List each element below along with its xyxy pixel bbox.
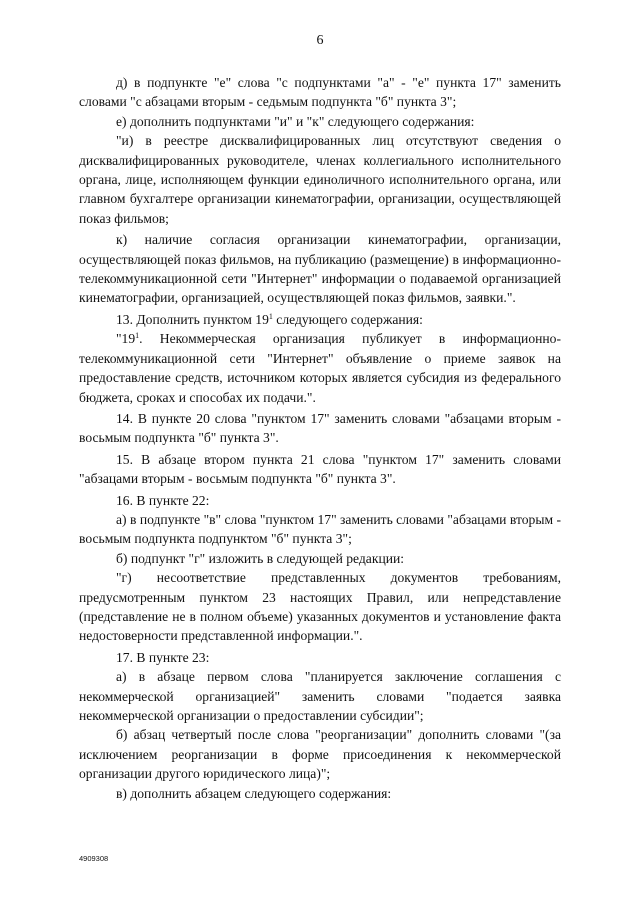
paragraph-17-b: б) абзац четвертый после слова "реорганизации" дополнить словами "(за исключением реорганизации в форме присоединения к некоммерческой организации другого юридического лица)";: [79, 727, 561, 782]
superscript-one: 1: [268, 311, 273, 321]
paragraph-13: [79, 310, 561, 329]
paragraph-i: "и) в реестре дисквалифицированных лиц отсутствуют сведения о дисквалифицированных руководителе, членах коллегиального исполнительного органа, лице, исполняющем функции единоличного исполнительного органа, или главном бухгалтере организации кинематографии, организации, осуществляющей показ фильмов;: [79, 133, 561, 226]
paragraph-16-a: а) в подпункте "в" слова "пунктом 17" заменить словами "абзацами вторым - восьмым подпункта подпунктом "б" пункта 3";: [79, 511, 561, 547]
paragraph-17-v: в) дополнить абзацем следующего содержания:: [116, 785, 392, 801]
paragraph-19-1: [79, 329, 561, 407]
paragraph-e: е) дополнить подпунктами "и" и "к" следующего содержания:: [116, 113, 475, 129]
document-body: [79, 73, 561, 803]
paragraph-13-text-a: 13. Дополнить пунктом 19: [116, 311, 269, 327]
paragraph-16-b: б) подпункт "г" изложить в следующей редакции:: [116, 550, 405, 566]
paragraph-16: 16. В пункте 22:: [116, 492, 210, 508]
paragraph-19-1-number: "19: [116, 331, 136, 347]
paragraph-19-1-text: . Некоммерческая организация публикует в информационно-телекоммуникационной сети "Интернет" объявление о приеме заявок на предоставление средств, источником которых является субсидия из федерального бюджета, сроках и способах их подачи.".: [79, 331, 561, 405]
paragraph-k: к) наличие согласия организации кинематографии, организации, осуществляющей показ фильмов, на публикацию (размещение) в информационно-телекоммуникационной сети "Интернет" информации о подаваемой организацией кинематографии, организацией, осуществляющей показ фильмов, заявки.".: [79, 232, 561, 306]
page-number: 6: [316, 33, 324, 48]
superscript-one: 1: [135, 331, 140, 341]
paragraph-16-g: "г) несоответствие представленных документов требованиям, предусмотренным пунктом 23 настоящих Правил, или непредставление (представление не в полном объеме) указанных документов и установление факта недостоверности представленной информации.".: [79, 570, 561, 644]
paragraph-14: 14. В пункте 20 слова "пунктом 17" заменить словами "абзацами вторым - восьмым подпункта "б" пункта 3".: [79, 410, 561, 446]
paragraph-d: д) в подпункте "е" слова "с подпунктами "а" - "е" пункта 17" заменить словами "с абзацами вторым - седьмым подпункта "б" пункта 3";: [79, 75, 561, 110]
paragraph-17: 17. В пункте 23:: [116, 649, 210, 665]
paragraph-13-text-b: следующего содержания:: [276, 311, 423, 327]
paragraph-15: 15. В абзаце втором пункта 21 слова "пунктом 17" заменить словами "абзацами вторым - восьмым подпункта "б" пункта 3".: [79, 451, 561, 487]
paragraph-17-a: а) в абзаце первом слова "планируется заключение соглашения с некоммерческой организацией" заменить словами "подается заявка некоммерческой организации о предоставлении субсидии";: [79, 669, 561, 723]
footer-code: 4909308: [79, 854, 109, 863]
